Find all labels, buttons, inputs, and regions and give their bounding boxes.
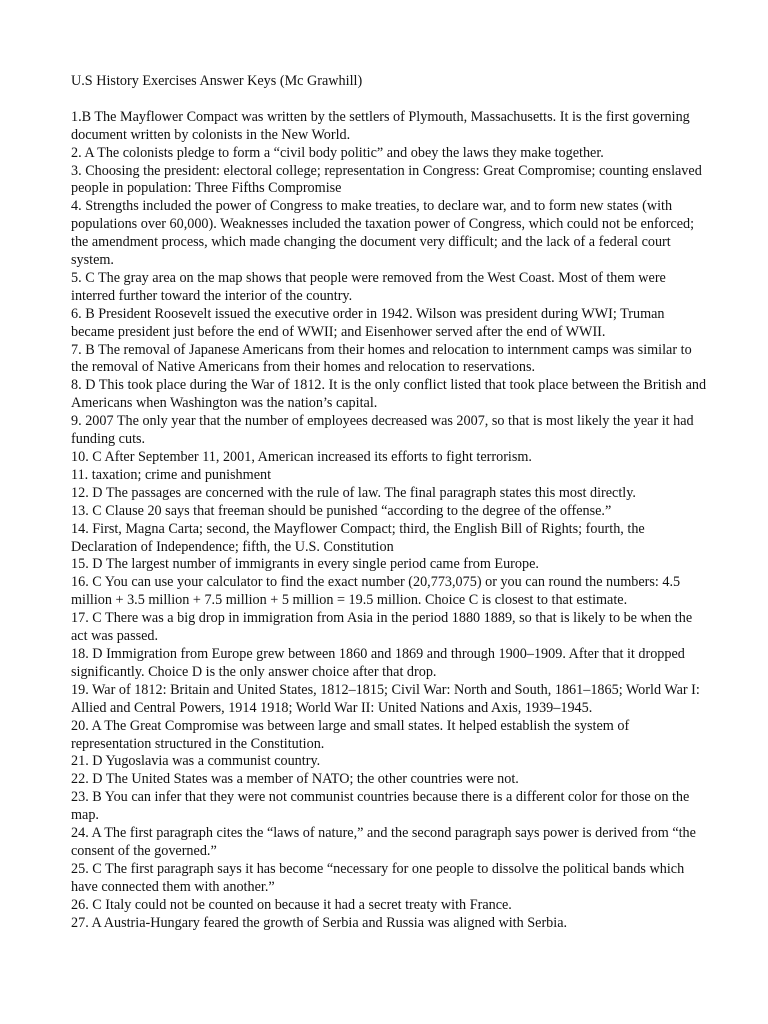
answer-item-19: 19. War of 1812: Britain and United States, 1812–1815; Civil War: North and South, 1861–1865; World War I: Allied and Central Powers, 1914 1918; World War II: United Nations and Axis, 1939–1945.: [71, 681, 700, 716]
answer-item-27: 27. A Austria-Hungary feared the growth of Serbia and Russia was aligned with Serbia.: [71, 914, 568, 931]
answer-list: [71, 109, 711, 933]
answer-item-13: 13. C Clause 20 says that freeman should be punished “according to the degree of the offense.”: [71, 502, 612, 519]
answer-item-8: 8. D This took place during the War of 1812. It is the only conflict listed that took place between the British and Americans when Washington was the nation’s capital.: [71, 377, 707, 412]
answer-item-20: 20. A The Great Compromise was between large and small states. It helped establish the system of representation structured in the Constitution.: [71, 717, 630, 752]
answer-item-22: 22. D The United States was a member of NATO; the other countries were not.: [71, 771, 519, 788]
answer-item-16: 16. C You can use your calculator to find the exact number (20,773,075) or you can round the numbers: 4.5 million + 3.5 million + 7.5 million + 5 million = 19.5 million. Choice C is closest to that estimate.: [71, 574, 681, 609]
answer-item-15: 15. D The largest number of immigrants in every single period came from Europe.: [71, 556, 539, 573]
answer-item-26: 26. C Italy could not be counted on because it had a secret treaty with France.: [71, 896, 512, 913]
answer-item-7: 7. B The removal of Japanese Americans from their homes and relocation to internment camps was similar to the removal of Native Americans from their homes and relocation to reservations.: [71, 341, 692, 376]
answer-item-9: 9. 2007 The only year that the number of employees decreased was 2007, so that is most likely the year it had funding cuts.: [71, 413, 694, 448]
answer-item-6: 6. B President Roosevelt issued the executive order in 1942. Wilson was president during WWI; Truman became president just before the end of WWII; and Eisenhower served after the end of WWII.: [71, 305, 665, 340]
answer-item-25: 25. C The first paragraph says it has become “necessary for one people to dissolve the political bands which have connected them with another.”: [71, 860, 685, 895]
answer-item-24: 24. A The first paragraph cites the “laws of nature,” and the second paragraph says power is derived from “the consent of the governed.”: [71, 825, 696, 859]
answer-item-18: 18. D Immigration from Europe grew between 1860 and 1869 and through 1900–1909. After that it dropped significantly. Choice D is the only answer choice after that drop.: [71, 645, 685, 680]
answer-item-23: 23. B You can infer that they were not communist countries because there is a different color for those on the map.: [71, 789, 690, 824]
document-title: U.S History Exercises Answer Keys (Mc Grawhill): [71, 73, 363, 89]
blank-line: [71, 91, 711, 109]
answer-item-10: 10. C After September 11, 2001, American increased its efforts to fight terrorism.: [71, 449, 532, 466]
answer-item-14: 14. First, Magna Carta; second, the Mayflower Compact; third, the English Bill of Rights; fourth, the Declaration of Independence; fifth, the U.S. Constitution: [71, 520, 645, 555]
answer-item-1: 1.B The Mayflower Compact was written by the settlers of Plymouth, Massachusetts. It is the first governing document written by colonists in the New World.: [71, 108, 690, 143]
answer-item-4: 4. Strengths included the power of Congress to make treaties, to declare war, and to form new states (with populations over 60,000). Weaknesses included the taxation power of Congress, which could not be enforced; the amendment process, which made changing the document very difficult; and the lack of a federal court system.: [71, 198, 695, 269]
answer-item-5: 5. C The gray area on the map shows that people were removed from the West Coast. Most of them were interred further toward the interior of the country.: [71, 269, 666, 304]
answer-item-12: 12. D The passages are concerned with the rule of law. The final paragraph states this most directly.: [71, 484, 636, 501]
answer-item-3: 3. Choosing the president: electoral college; representation in Congress: Great Compromise; counting enslaved people in population: Three Fifths Compromise: [71, 162, 702, 197]
answer-item-21: 21. D Yugoslavia was a communist country.: [71, 753, 321, 770]
answer-item-2: 2. A The colonists pledge to form a “civil body politic” and obey the laws they make together.: [71, 144, 604, 161]
answer-item-11: 11. taxation; crime and punishment: [71, 466, 272, 483]
document-page: [71, 73, 711, 932]
answer-item-17: 17. C There was a big drop in immigration from Asia in the period 1880 1889, so that is likely to be when the act was passed.: [71, 610, 693, 645]
